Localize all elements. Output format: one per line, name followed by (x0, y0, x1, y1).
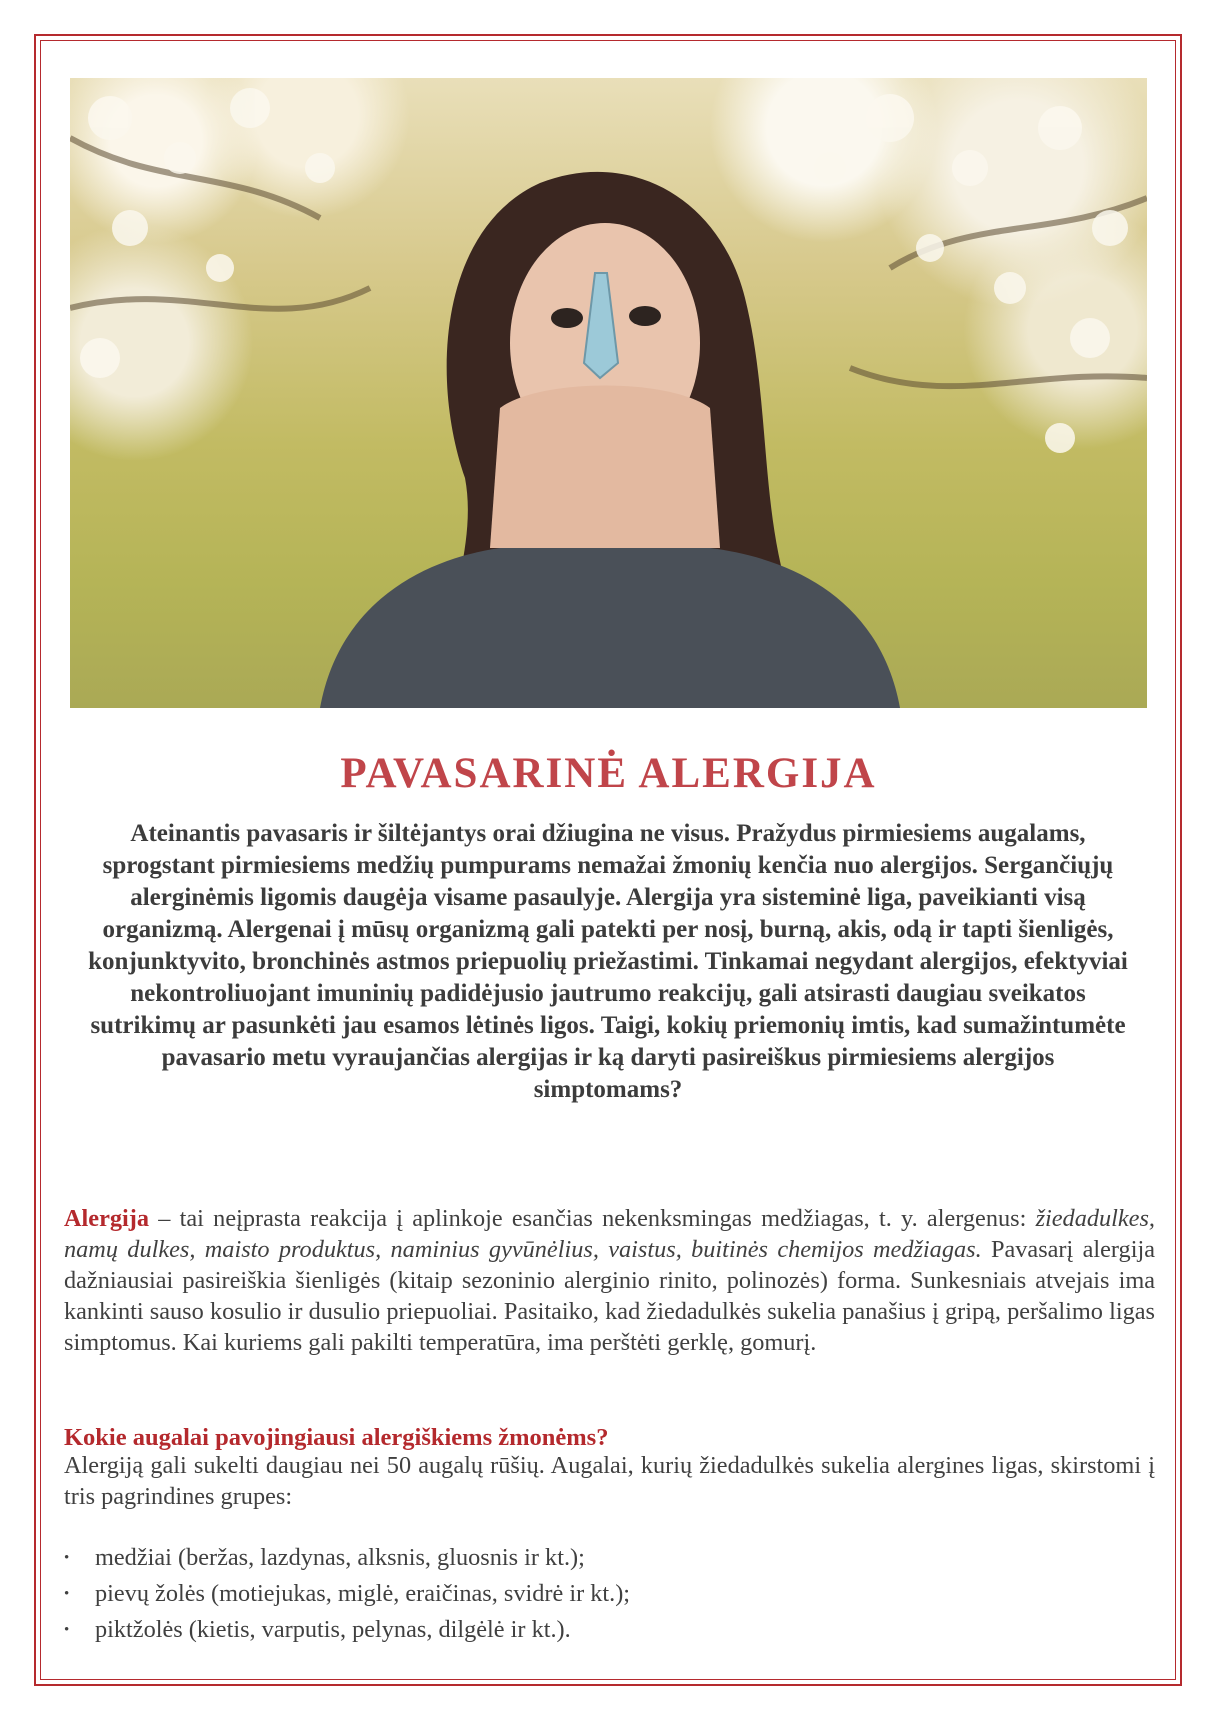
plant-groups-list (64, 1540, 1064, 1648)
hero-photo (70, 78, 1147, 708)
list-item (64, 1576, 1064, 1612)
section-heading: Kokie augalai pavojingiausi alergiškiems žmonėms? (64, 1424, 609, 1451)
intro-paragraph: Ateinantis pavasaris ir šiltėjantys orai džiugina ne visus. Pražydus pirmiesiems augalams, sprogstant pirmiesiems medžių pumpurams nemažai žmonių kenčia nuo alergijos. Sergančiųjų alerginėmis ligomis daugėja visame pasaulyje. Alergija yra sisteminė liga, paveikianti visą organizmą. Alergenai į mūsų organizmą gali patekti per nosį, burną, akis, odą ir tapti šienligės, konjunktyvito, bronchinės astmos priepuolių priežastimi. Tinkamai negydant alergijos, efektyviai nekontroliuojant imuninių padidėjusio jautrumo reakcijų, gali atsirasti daugiau sveikatos sutrikimų ar pasunkėti jau esamos lėtinės ligos. Taigi, kokių priemonių imtis, kad sumažintumėte pavasario metu vyraujančias alergijas ir ką daryti pasireiškus pirmiesiems alergijos simptomams? (88, 820, 1128, 1103)
bullet-icon: • (64, 1622, 70, 1638)
list-item (64, 1540, 1064, 1576)
list-item-text: pievų žolės (motiejukas, miglė, eraičinas, svidrė ir kt.); (95, 1580, 631, 1607)
page-title: PAVASARINĖ ALERGIJA (340, 750, 877, 797)
list-item-text: medžiai (beržas, lazdynas, alksnis, gluosnis ir kt.); (95, 1544, 585, 1571)
definition-lead: – tai neįprasta reakcija į aplinkoje esančias nekenksmingas medžiagas, t. y. alergenus: (149, 1205, 1036, 1232)
definition-term: Alergija (64, 1205, 150, 1232)
plants-paragraph: Alergiją gali sukelti daugiau nei 50 augalų rūšių. Augalai, kurių žiedadulkės sukelia alergines ligas, skirstomi į tris pagrindines grupes: (64, 1452, 1155, 1510)
list-item (64, 1612, 1064, 1648)
definition-rest: Pavasarį alergija dažniausiai pasireiškia šienligės (kitaip sezoninio alerginio rinito, polinozės) forma. Sunkesniais atvejais ima kankinti sauso kosulio ir dusulio priepuoliai. Pasitaiko, kad žiedadulkės sukelia panašius į gripą, peršalimo ligas simptomus. Kai kuriems gali pakilti temperatūra, ima perštėti gerklę, gomurį. (64, 1236, 1155, 1356)
allergen-examples: žiedadulkes, namų dulkes, maisto produktus, naminius gyvūnėlius, vaistus, buitinės chemijos medžiagas. (64, 1205, 1155, 1263)
definition-paragraph (64, 1203, 1155, 1358)
list-item-text: piktžolės (kietis, varputis, pelynas, dilgėlė ir kt.). (95, 1616, 571, 1643)
sweater (320, 548, 900, 708)
hands (490, 386, 720, 549)
bullet-icon: • (64, 1586, 70, 1602)
bullet-icon: • (64, 1550, 70, 1566)
